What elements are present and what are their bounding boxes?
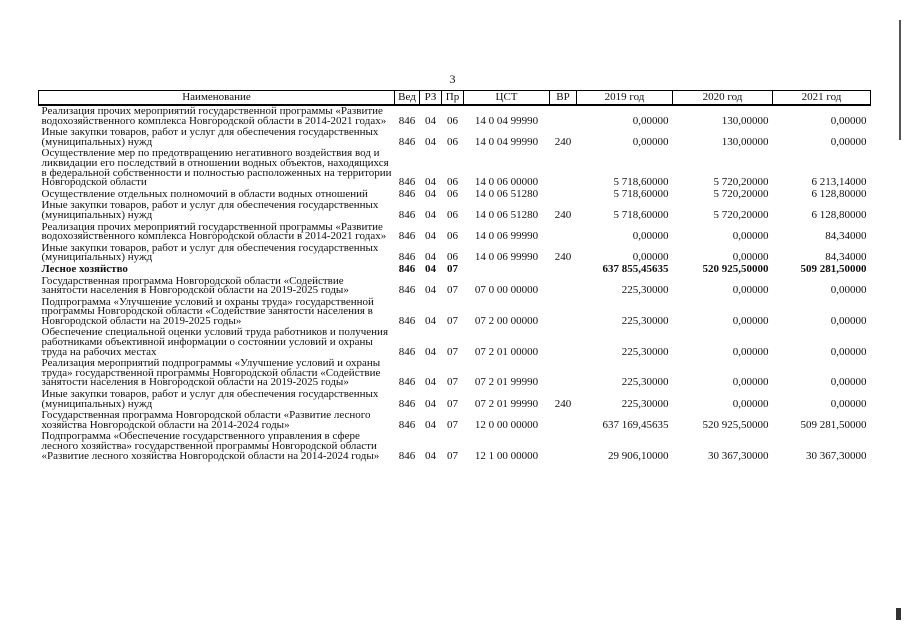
row-2020-cell: 5 720,20000 [713,208,769,221]
row-2020-cell: 0,00000 [732,345,769,358]
row-2020-cell: 0,00000 [732,314,769,327]
row-2019-cell: 225,30000 [621,397,669,410]
row-pr-cell: 07 [447,418,458,431]
row-ved-cell: 846 [398,187,416,200]
row-2019-cell: 5 718,60000 [613,208,669,221]
row-cst-cell: 14 0 06 51280 [474,187,539,200]
row-2021-cell: 509 281,50000 [800,262,867,275]
row-2019-cell: 0,00000 [632,135,669,148]
col-header-2020: 2020 год [673,91,773,106]
row-2020-cell: 130,00000 [721,114,769,127]
table-row [39,389,871,410]
budget-table [38,90,871,462]
row-pr-cell: 06 [447,208,458,221]
col-header-rz: РЗ [420,91,442,106]
row-vr-cell [550,264,577,276]
row-2020-cell: 5 720,20000 [713,176,769,189]
table-row [39,431,871,462]
row-ved-cell: 846 [398,376,416,389]
row-cst-cell: 14 0 04 99990 [474,114,539,127]
row-rz-cell: 04 [425,262,436,275]
row-2019-cell: 637 855,45635 [602,262,669,275]
row-pr-cell: 06 [447,187,458,200]
row-rz-cell: 04 [425,176,436,189]
col-header-ved: Вед [395,91,420,106]
row-rz-cell: 04 [425,314,436,327]
row-rz-cell: 04 [425,114,436,127]
row-2021-cell: 0,00000 [830,345,867,358]
row-2021-cell: 84,34000 [825,251,867,264]
col-header-cst: ЦСТ [464,91,550,106]
row-2020-cell: 0,00000 [732,230,769,243]
row-ved-cell: 846 [398,314,416,327]
row-2021-cell: 84,34000 [825,230,867,243]
row-cst-cell: 12 1 00 00000 [474,449,539,462]
row-2021-cell: 0,00000 [830,397,867,410]
row-pr-cell: 07 [447,397,458,410]
row-name-cell: Иные закупки товаров, работ и услуг для обеспечения государственных (муниципальных) нужд [41,199,379,221]
row-2021-cell: 6 128,80000 [811,208,867,221]
row-vr-cell [550,222,577,243]
row-pr-cell: 07 [447,345,458,358]
row-cst-cell: 14 0 04 99990 [474,135,539,148]
row-rz-cell: 04 [425,376,436,389]
row-cst-cell: 07 2 00 00000 [474,314,539,327]
row-2021-cell: 0,00000 [830,114,867,127]
row-ved-cell: 846 [398,176,416,189]
row-rz-cell: 04 [425,449,436,462]
row-2021-cell: 0,00000 [830,376,867,389]
row-2021-cell: 30 367,30000 [806,449,867,462]
col-header-vr: ВР [550,91,577,106]
row-name-cell: Иные закупки товаров, работ и услуг для обеспечения государственных (муниципальных) нужд [41,388,379,410]
row-rz-cell: 04 [425,187,436,200]
row-ved-cell: 846 [398,135,416,148]
row-ved-cell: 846 [398,251,416,264]
row-2020-cell: 30 367,30000 [708,449,769,462]
row-cst-cell: 14 0 06 99990 [474,251,539,264]
row-name-cell: Реализация мероприятий подпрограммы «Улучшение условий и охраны труда» государственной программы Новгородской области «Содействие занятости населения в Новгородской области на 2019-2025 годы» [41,357,381,389]
row-name-cell: Обеспечение специальной оценки условий труда работников и получения работниками объективной информации о состоянии условий и охраны труда на рабочих местах [41,326,388,358]
row-2020-cell: 0,00000 [732,284,769,297]
row-2019-cell: 0,00000 [632,230,669,243]
row-2020-cell: 0,00000 [732,251,769,264]
row-pr-cell: 07 [447,376,458,389]
row-2021-cell: 0,00000 [830,135,867,148]
row-name-cell: Государственная программа Новгородской области «Развитие лесного хозяйства Новгородской области на 2014-2024 годы» [41,409,371,431]
row-name-cell: Лесное хозяйство [41,262,128,275]
table-row [39,222,871,243]
table-row [39,105,871,127]
col-header-pr: Пр [442,91,464,106]
row-cst-cell [464,264,550,276]
row-rz-cell: 04 [425,345,436,358]
row-ved-cell: 846 [398,114,416,127]
row-2019-cell: 0,00000 [632,251,669,264]
row-2019-cell: 225,30000 [621,345,669,358]
row-name-cell: Подпрограмма «Улучшение условий и охраны труда» государственной программы Новгородской области «Содействие занятости населения в Новгородской области на 2019-2025 годы» [41,295,374,327]
col-header-2021: 2021 год [773,91,871,106]
table-row [39,148,871,188]
row-2019-cell: 5 718,60000 [613,176,669,189]
row-ved-cell: 846 [398,208,416,221]
row-name-cell: Иные закупки товаров, работ и услуг для обеспечения государственных (муниципальных) нужд [41,241,379,264]
row-ved-cell: 846 [398,230,416,243]
row-2021-cell: 509 281,50000 [800,418,867,431]
row-rz-cell: 04 [425,230,436,243]
row-2019-cell: 0,00000 [632,114,669,127]
scan-corner-mark [896,608,901,620]
row-pr-cell: 07 [447,449,458,462]
table-row [39,297,871,328]
row-cst-cell: 14 0 06 00000 [474,176,539,189]
row-2020-cell: 520 925,50000 [702,262,769,275]
row-ved-cell: 846 [398,418,416,431]
row-ved-cell: 846 [398,345,416,358]
row-vr-cell [550,105,577,127]
row-ved-cell: 846 [398,449,416,462]
row-ved-cell: 846 [398,262,416,275]
row-2021-cell: 6 128,80000 [811,187,867,200]
row-rz-cell: 04 [425,418,436,431]
row-rz-cell: 04 [425,135,436,148]
table-row [39,127,871,148]
table-row [39,327,871,358]
row-2021-cell: 0,00000 [830,314,867,327]
row-2021-cell: 6 213,14000 [811,176,867,189]
row-ved-cell: 846 [398,284,416,297]
row-pr-cell: 07 [447,284,458,297]
row-pr-cell: 06 [447,230,458,243]
row-pr-cell: 06 [447,114,458,127]
row-name-cell: Осуществление отдельных полномочий в области водных отношений [41,187,368,200]
row-pr-cell: 06 [447,176,458,189]
table-row [39,358,871,389]
row-vr-cell: 240 [554,135,572,148]
row-2019-cell: 29 906,10000 [608,449,669,462]
row-rz-cell: 04 [425,284,436,297]
row-vr-cell: 240 [554,208,572,221]
row-2019-cell: 637 169,45635 [602,418,669,431]
scan-edge-mark [899,20,901,140]
row-name-cell: Реализация прочих мероприятий государственной программы «Развитие водохозяйственного комплекса Новгородской области в 2014-2021 годах» [41,105,387,127]
row-2020-cell: 0,00000 [732,376,769,389]
row-cst-cell: 14 0 06 51280 [474,208,539,221]
row-2020-cell: 520 925,50000 [702,418,769,431]
row-2019-cell: 225,30000 [621,284,669,297]
row-name-cell: Реализация прочих мероприятий государственной программы «Развитие водохозяйственного комплекса Новгородской области в 2014-2021 годах» [41,220,387,243]
row-pr-cell: 07 [447,262,458,275]
row-2020-cell: 0,00000 [732,397,769,410]
row-2019-cell: 5 718,60000 [613,187,669,200]
row-vr-cell [550,148,577,188]
row-name-cell: Осуществление мер по предотвращению негативного воздействия вод и ликвидации его последствий в отношении водных объектов, находящихся в федеральной собственности и полностью расположенных на территории Новгородской области [41,147,392,189]
row-vr-cell: 240 [554,251,572,264]
page-number: 3 [449,72,456,86]
row-ved-cell: 846 [398,397,416,410]
row-2019-cell: 225,30000 [621,314,669,327]
row-name-cell: Государственная программа Новгородской области «Содействие занятости населения в Новгородской области на 2019-2025 годы» [41,274,349,297]
row-2021-cell: 0,00000 [830,284,867,297]
row-rz-cell: 04 [425,397,436,410]
table-row [39,410,871,431]
row-2020-cell: 5 720,20000 [713,187,769,200]
table-body [39,105,871,462]
row-cst-cell: 07 2 01 00000 [474,345,539,358]
table-row [39,243,871,264]
row-vr-cell [550,189,577,201]
row-vr-cell [550,297,577,328]
row-cst-cell: 07 0 00 00000 [474,284,539,297]
row-name-cell: Иные закупки товаров, работ и услуг для обеспечения государственных (муниципальных) нужд [41,126,379,148]
row-vr-cell [550,410,577,431]
row-vr-cell [550,358,577,389]
table-header-row [39,91,871,106]
row-vr-cell [550,327,577,358]
col-header-2019: 2019 год [577,91,673,106]
row-2019-cell: 225,30000 [621,376,669,389]
row-vr-cell [550,431,577,462]
table-row [39,276,871,297]
row-vr-cell: 240 [554,397,572,410]
row-pr-cell: 06 [447,251,458,264]
row-pr-cell: 07 [447,314,458,327]
row-name-cell: Подпрограмма «Обеспечение государственного управления в сфере лесного хозяйства» государственной программы Новгородской области «Развитие лесного хозяйства Новгородской области на 2014-2024 годы» [41,430,380,462]
row-pr-cell: 06 [447,135,458,148]
table-row [39,200,871,221]
col-header-name: Наименование [39,91,395,106]
row-cst-cell: 12 0 00 00000 [474,418,539,431]
row-rz-cell: 04 [425,208,436,221]
row-rz-cell: 04 [425,251,436,264]
row-cst-cell: 14 0 06 99990 [474,230,539,243]
row-cst-cell: 07 2 01 99990 [474,376,539,389]
table-row [39,264,871,276]
row-2020-cell: 130,00000 [721,135,769,148]
row-vr-cell [550,276,577,297]
row-cst-cell: 07 2 01 99990 [474,397,539,410]
